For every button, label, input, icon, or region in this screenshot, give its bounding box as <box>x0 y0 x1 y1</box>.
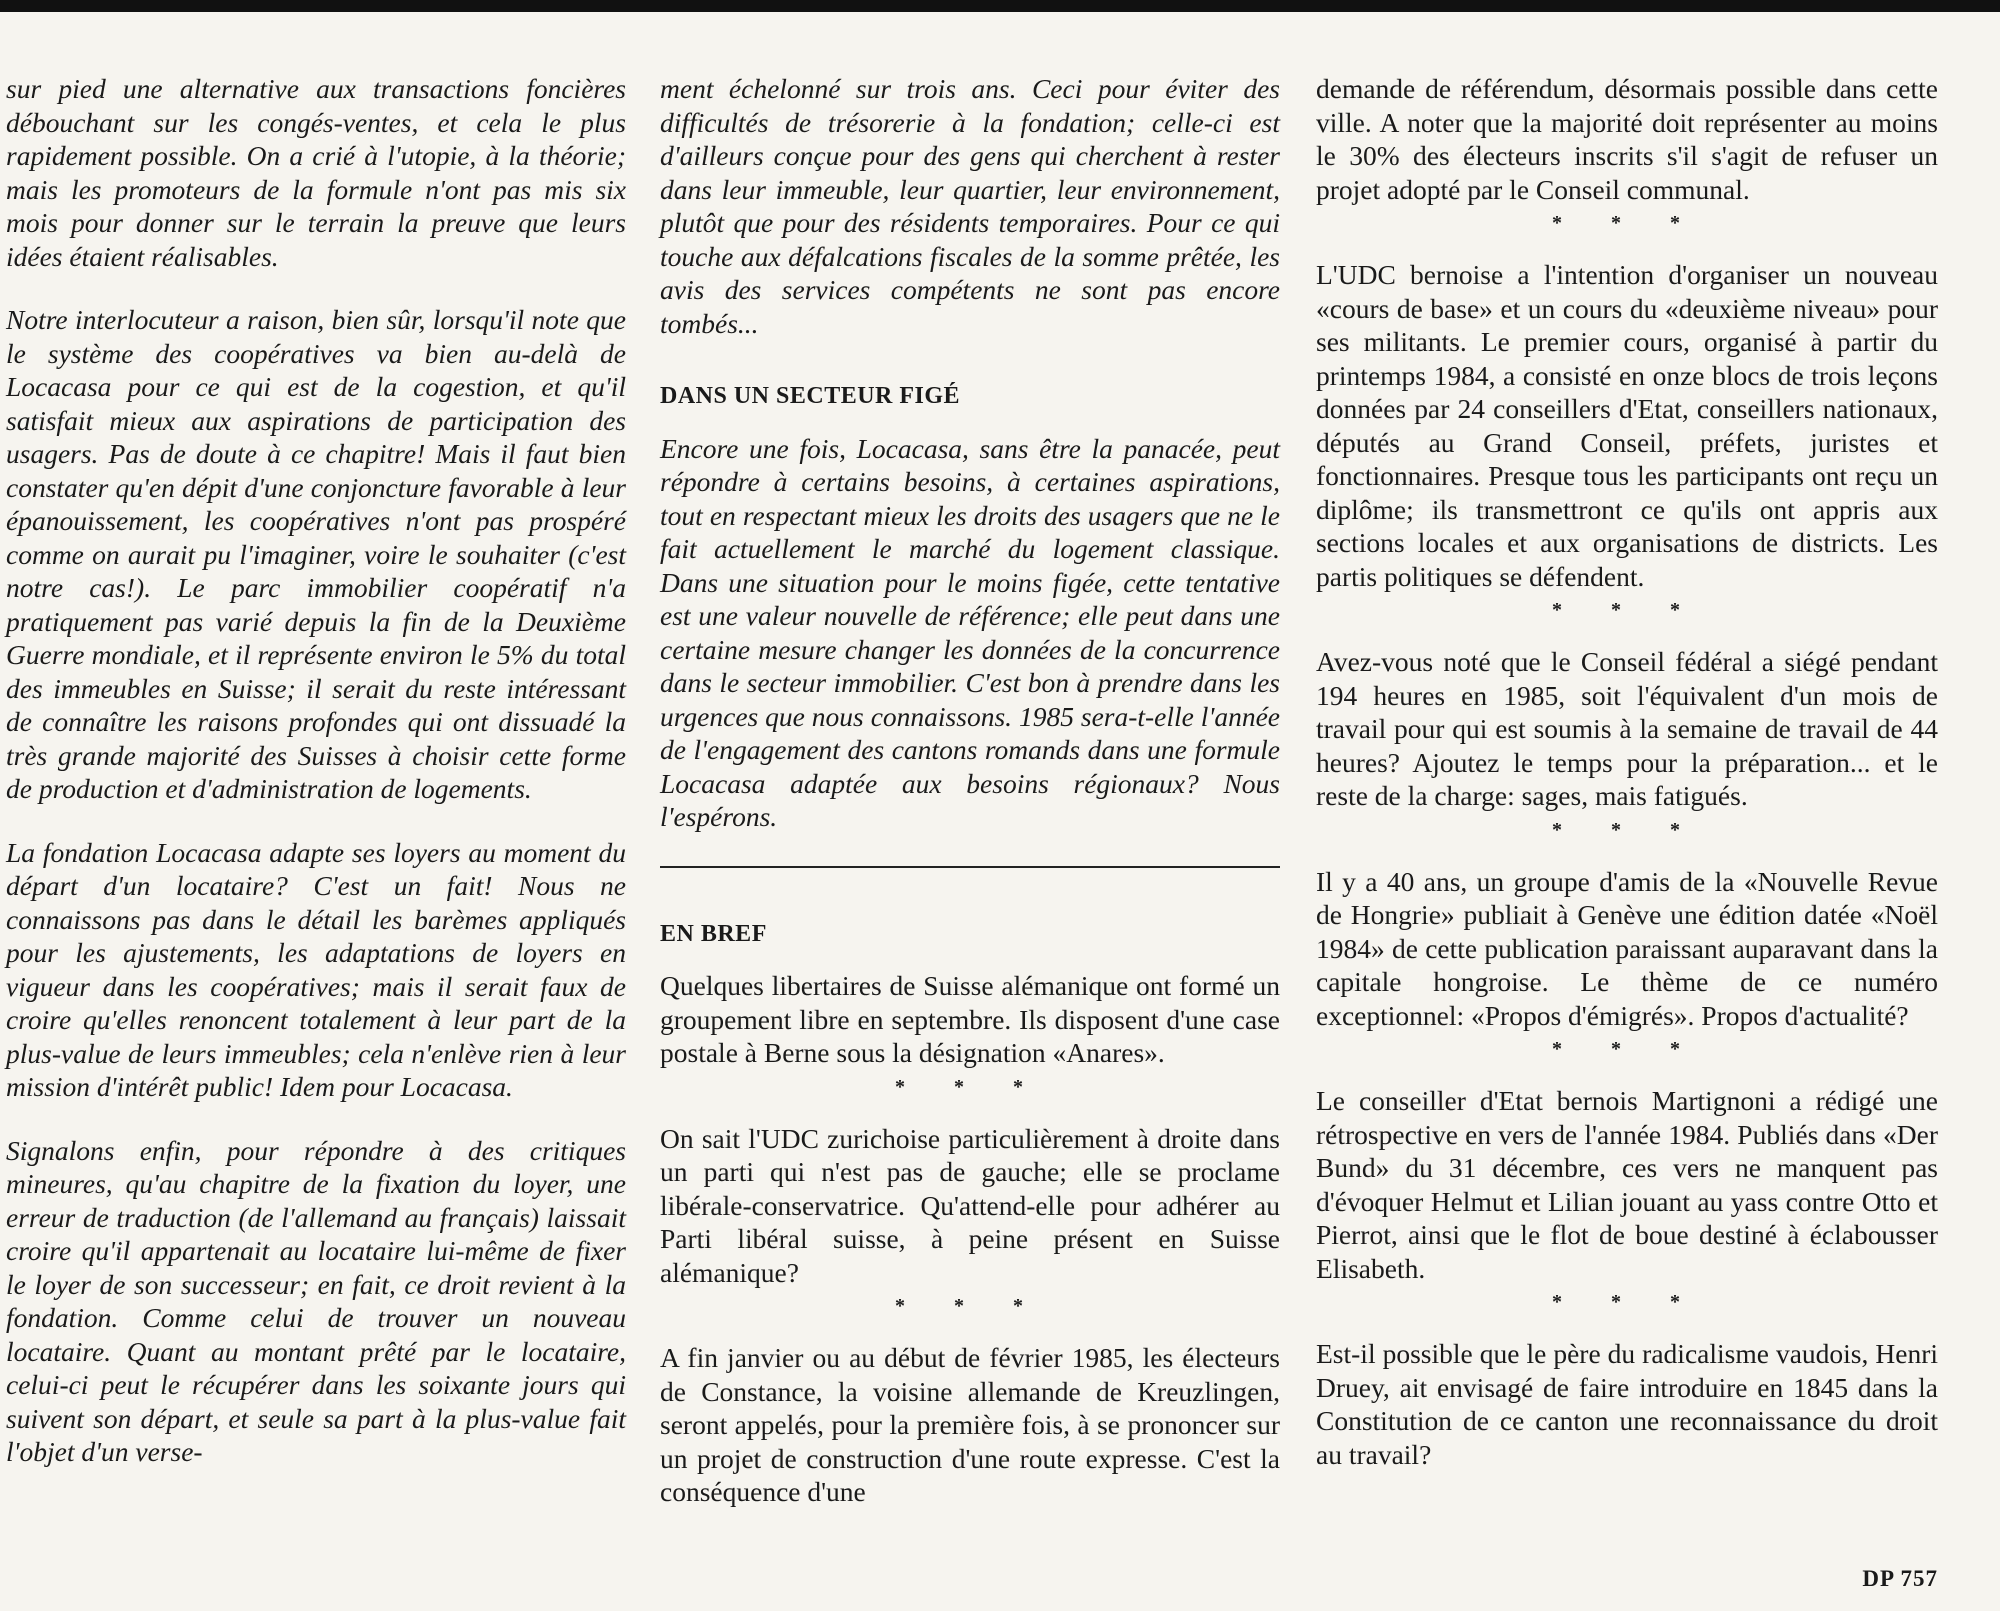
brief-item: Avez-vous noté que le Conseil fédéral a siégé pendant 194 heures en 1985, soit l'équivalent d'un mois de travail pour qui est soumis à la semaine de travail de 44 heures? Ajoutez le temps pour la préparation... et le reste de la charge: sages, mais fatigués. <box>1316 646 1938 811</box>
separator-stars: * * * <box>1552 212 1702 234</box>
column-middle <box>660 72 1280 1513</box>
page-footer: DP 757 <box>1862 1566 1938 1591</box>
brief-item: demande de référendum, désormais possible dans cette ville. A noter que la majorité doit représenter au moins le 30% des électeurs inscrits s'il s'agit de refuser un projet adopté par le Conseil communal. <box>1316 73 1938 205</box>
paragraph: Encore une fois, Locacasa, sans être la panacée, peut répondre à certains besoins, à certaines aspirations, tout en respectant mieux les droits des usagers que ne le fait actuellement le marché du logement classique. Dans une situation pour le moins figée, cette tentative est une valeur nouvelle de référence; elle peut dans une certaine mesure changer les données de la concurrence dans le secteur immobilier. C'est bon à prendre dans les urgences que nous connaissons. 1985 sera-t-elle l'année de l'engagement des cantons romands dans une formule Locacasa adaptée aux besoins régionaux? Nous l'espérons. <box>660 432 1280 832</box>
separator-stars: * * * <box>1552 599 1702 621</box>
paragraph: ment échelonné sur trois ans. Ceci pour éviter des difficultés de trésorerie à la fondation; celle-ci est d'ailleurs conçue pour des gens qui cherchent à rester dans leur immeuble, leur quartier, leur environnement, plutôt que pour des résidents temporaires. Pour ce qui touche aux défalcations fiscales de la somme prêtée, les avis des services compétents ne sont pas encore tombés... <box>660 73 1280 339</box>
paragraph: Signalons enfin, pour répondre à des critiques mineures, qu'au chapitre de la fixation du loyer, une erreur de traduction (de l'allemand au français) laissait croire qu'il appartenait au locataire lui-même de fixer le loyer de son successeur; en fait, ce droit revient à la fondation. Comme celui de trouver un nouveau locataire. Quant au montant prêté par le locataire, celui-ci peut le récupérer dans les soixante jours qui suivent son départ, et seule sa part à la plus-value fait l'objet d'un verse- <box>6 1134 626 1467</box>
paragraph: Notre interlocuteur a raison, bien sûr, lorsqu'il note que le système des coopératives va bien au-delà de Locacasa pour ce qui est de la cogestion, et qu'il satisfait mieux aux aspirations de participation des usagers. Pas de doute à ce chapitre! Mais il faut bien constater qu'en dépit d'une conjoncture favorable à leur épanouissement, les coopératives n'ont pas prospéré comme on aurait pu l'imaginer, voire le souhaiter (c'est notre cas!). Le parc immobilier coopératif n'a pratiquement pas varié depuis la fin de la Deuxième Guerre mondiale, et il représente environ le 5% du total des immeubles en Suisse; il serait du reste intéressant de connaître les raisons profondes qui ont dissuadé la très grande majorité des Suisses à choisir cette forme de production et d'administration de logements. <box>6 304 626 804</box>
separator-stars: * * * <box>895 1075 1045 1098</box>
column-left <box>6 72 626 1499</box>
brief-item: L'UDC bernoise a l'intention d'organiser un nouveau «cours de base» et un cours du «deuxième niveau» pour ses militants. Le premier cours, organisé à partir du printemps 1984, a consisté en onze blocs de trois leçons données par 24 conseillers d'Etat, conseillers nationaux, députés au Grand Conseil, préfets, juristes et fonctionnaires. Presque tous les participants ont reçu un diplôme; ils transmettront ce qu'ils ont appris aux sections locales et aux organisations de districts. Les partis politiques se défendent. <box>1316 259 1938 592</box>
section-heading: DANS UN SECTEUR FIGÉ <box>660 383 961 409</box>
brief-item: Le conseiller d'Etat bernois Martignoni a rédigé une rétrospective en vers de l'année 1984. Publiés dans «Der Bund» du 31 décembre, ces vers ne manquent pas d'évoquer Helmut et Lilian jouant au yass contre Otto et Pierrot, ainsi que le flot de boue destiné à éclabousser Elisabeth. <box>1316 1085 1938 1284</box>
paragraph: sur pied une alternative aux transactions foncières débouchant sur les congés-ventes, et cela le plus rapidement possible. On a crié à l'utopie, à la théorie; mais les promoteurs de la formule n'ont pas mis six mois pour donner sur le terrain la preuve que leurs idées étaient réalisables. <box>6 73 626 272</box>
page-top-edge <box>0 0 2000 12</box>
brief-item: Quelques libertaires de Suisse alémanique ont formé un groupement libre en septembre. Ils disposent d'une case postale à Berne sous la désignation «Anares». <box>660 970 1280 1068</box>
separator-stars: * * * <box>1552 1038 1702 1060</box>
separator-stars: * * * <box>895 1295 1045 1317</box>
separator-stars: * * * <box>1552 1291 1702 1313</box>
section-heading: EN BREF <box>660 920 767 947</box>
column-right <box>1316 72 1938 1475</box>
brief-item: Il y a 40 ans, un groupe d'amis de la «Nouvelle Revue de Hongrie» publiait à Genève une édition datée «Noël 1984» de cette publication paraissant auparavant dans la capitale hongroise. Le thème de ce numéro exceptionnel: «Propos d'émigrés». Propos d'actualité? <box>1316 865 1938 1031</box>
separator-stars: * * * <box>1552 818 1702 841</box>
brief-item: On sait l'UDC zurichoise particulièrement à droite dans un parti qui n'est pas de gauche; elle se proclame libérale-conservatrice. Qu'attend-elle pour adhérer au Parti libéral suisse, à peine présent en Suisse alémanique? <box>660 1122 1280 1288</box>
brief-item: A fin janvier ou au début de février 1985, les électeurs de Constance, la voisine allemande de Kreuzlingen, seront appelés, pour la première fois, à se prononcer sur un projet de construction d'une route expresse. C'est la conséquence d'une <box>660 1342 1280 1507</box>
paragraph: La fondation Locacasa adapte ses loyers au moment du départ d'un locataire? C'est un fait! Nous ne connaissons pas dans le détail les barèmes appliqués pour les ajustements, les adaptations de loyers en vigueur dans les coopératives; mais il serait faux de croire qu'elles renoncent totalement à leur part de la plus-value de leurs immeubles; cela n'enlève rien à leur mission d'intérêt public! Idem pour Locacasa. <box>6 836 626 1102</box>
brief-item: Est-il possible que le père du radicalisme vaudois, Henri Druey, ait envisagé de faire introduire en 1845 dans la Constitution de ce canton une reconnaissance du droit au travail? <box>1316 1338 1938 1470</box>
horizontal-rule <box>660 866 1280 868</box>
